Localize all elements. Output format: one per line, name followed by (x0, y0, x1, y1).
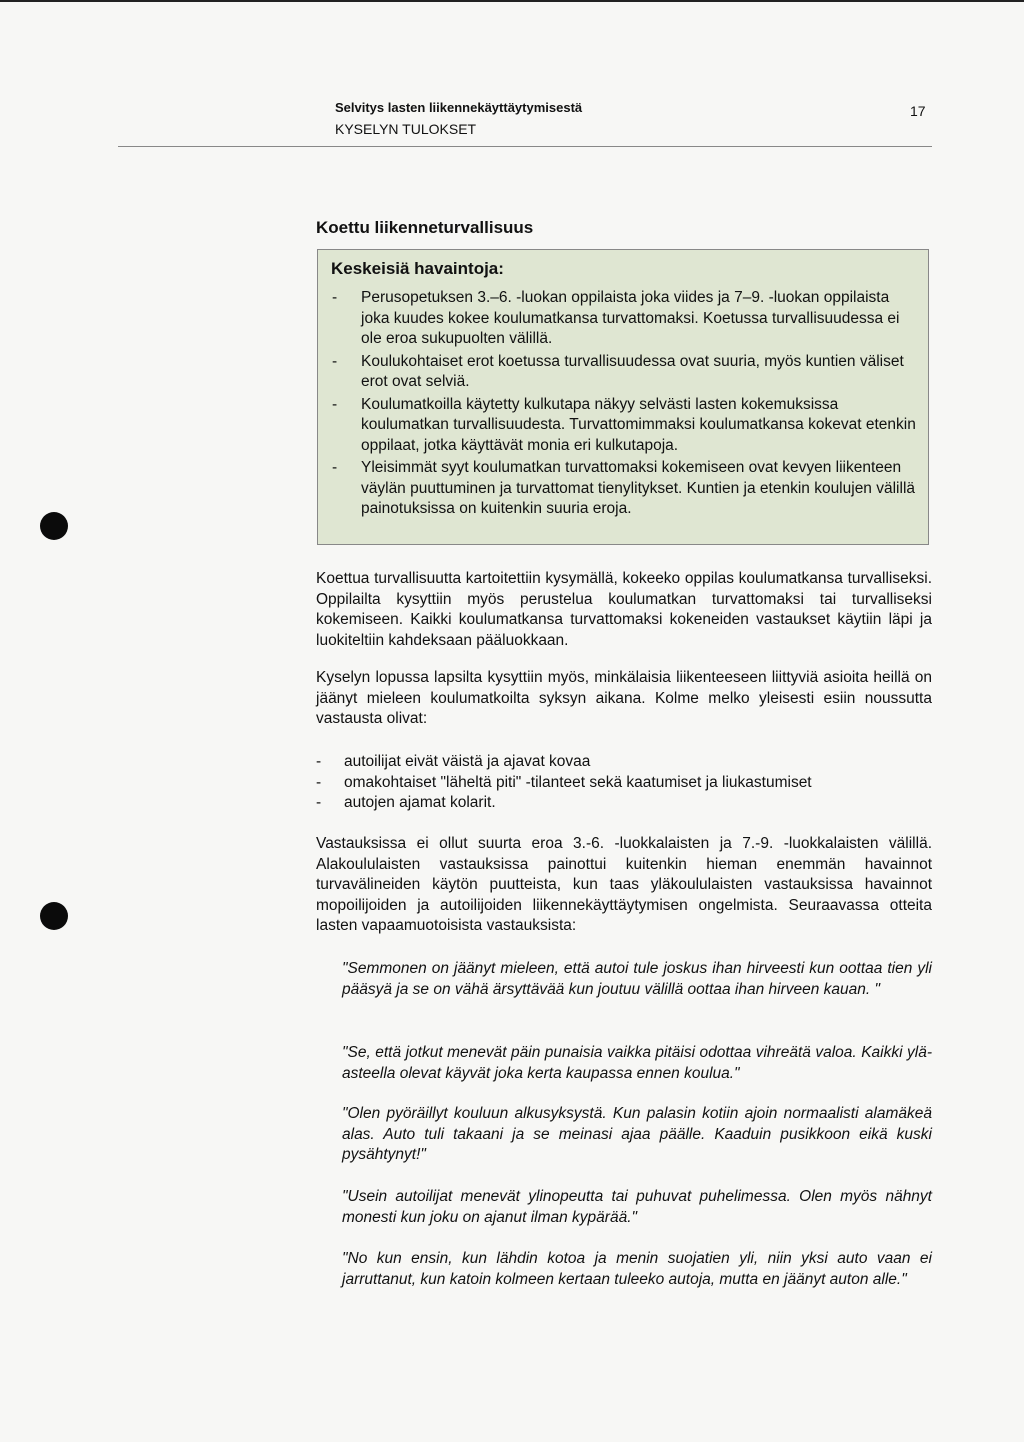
dash-bullet: - (332, 459, 338, 476)
quote: "Semmonen on jäänyt mieleen, että autoi tule joskus ihan hirveesti kun oottaa tien yli pääsyä ja se on vähä ärsyttävää kun joutuu välillä oottaa ihan hirveen kauan. " (342, 960, 932, 998)
answer-item (316, 773, 932, 794)
dash-bullet: - (316, 773, 322, 791)
answer-item (316, 793, 932, 814)
finding-text: Yleisimmät syyt koulumatkan turvattomaksi kokemiseen ovat kevyen liikenteen väylän puuttuminen ja turvattomat tienylitykset. Kuntien ja etenkin koulujen välillä painotuksissa on kuitenkin suuria eroja. (361, 459, 916, 517)
punch-hole (40, 512, 68, 540)
answer-text: autoilijat eivät väistä ja ajavat kovaa (344, 753, 591, 770)
quote: "Olen pyöräillyt kouluun alkusyksystä. Kun palasin kotiin ajoin normaalisti alamäkeä alas. Auto tuli takaani ja se meinasi ajaa päälle. Kaaduin pusikkoon eikä kuski pysähtynyt!" (342, 1105, 932, 1163)
finding-text: Koulumatkoilla käytetty kulkutapa näkyy selvästi lasten kokemuksissa koulumatkan turvallisuudesta. Turvattomimmaksi koulumatkansa kokevat etenkin oppilaat, jotka käyttävät monia eri kulkutapoja. (361, 395, 916, 454)
dash-bullet: - (332, 395, 338, 413)
section-title: Koettu liikenneturvallisuus (316, 218, 534, 237)
answer-text: omakohtaiset "läheltä piti" -tilanteet sekä kaatumiset ja liukastumiset (344, 773, 812, 791)
scan-top-edge (0, 0, 1024, 2)
dash-bullet: - (332, 289, 338, 306)
quote: "No kun ensin, kun lähdin kotoa ja menin suojatien yli, niin yksi auto vaan ei jarruttanut, kun katoin kolmeen kertaan tuleeko autoja, mutta en jäänyt auton alle." (342, 1250, 932, 1288)
running-header-subtitle: KYSELYN TULOKSET (335, 121, 477, 137)
dash-bullet: - (332, 352, 338, 370)
body-paragraph: Vastauksissa ei ollut suurta eroa 3.-6. -luokkalaisten ja 7.-9. -luokkalaisten välillä. Alakoululaisten vastauksissa painottui kuitenkin hieman enemmän havainnot turvavälineiden käytön puutteista, kun taas yläkoululaisten vastauksissa havainnot mopoilijoiden ja autoilijoiden liikennekäyttäytymisen ongelmista. Seuraavassa otteita lasten vapaamuotoisista vastauksista: (316, 835, 932, 934)
finding-item (328, 395, 918, 457)
dash-bullet: - (316, 753, 322, 770)
key-findings-list (328, 288, 918, 522)
running-header-title: Selvitys lasten liikennekäyttäytymisestä (335, 100, 583, 115)
key-findings-box (317, 249, 929, 545)
body-paragraph: Kyselyn lopussa lapsilta kysyttiin myös, minkälaisia liikenteeseen liittyviä asioita heillä on jäänyt mieleen koulumatkoilta syksyn aikana. Kolme melko yleisesti esiin noussutta vastausta olivat: (316, 669, 932, 727)
page-number: 17 (910, 103, 926, 119)
dash-bullet: - (316, 794, 322, 811)
key-findings-title: Keskeisiä havaintoja: (331, 259, 504, 278)
body-paragraph: Koettua turvallisuutta kartoitettiin kysymällä, kokeeko oppilas koulumatkansa turvalliseksi. Oppilailta kysyttiin myös perustelua koulumatkan turvattomaksi tai turvalliseksi kokemiseen. Kaikki koulumatkansa turvattomaksi kokeneiden vastaukset käytiin läpi ja luokiteltiin kahdeksaan pääluokkaan. (316, 570, 932, 649)
punch-hole (40, 902, 68, 930)
finding-item (328, 288, 918, 350)
quote: "Se, että jotkut menevät päin punaisia vaikka pitäisi odottaa vihreätä valoa. Kaikki ylä-asteella olevat käyvät joka kerta kaupassa ennen koulua." (342, 1044, 932, 1082)
header-divider (118, 146, 932, 147)
answer-list (316, 752, 932, 814)
finding-item (328, 352, 918, 393)
quote: "Usein autoilijat menevät ylinopeutta tai puhuvat puhelimessa. Olen myös nähnyt monesti kun joku on ajanut ilman kypärää." (342, 1188, 932, 1226)
answer-item (316, 752, 932, 773)
answer-text: autojen ajamat kolarit. (344, 794, 496, 811)
finding-text: Koulukohtaiset erot koetussa turvallisuudessa ovat suuria, myös kuntien väliset erot ovat selviä. (361, 352, 904, 390)
finding-item (328, 458, 918, 520)
finding-text: Perusopetuksen 3.–6. -luokan oppilaista joka viides ja 7–9. -luokan oppilaista joka kuudes kokee koulumatkansa turvattomaksi. Koetussa turvallisuudessa ei ole eroa sukupuolten välillä. (361, 289, 900, 347)
